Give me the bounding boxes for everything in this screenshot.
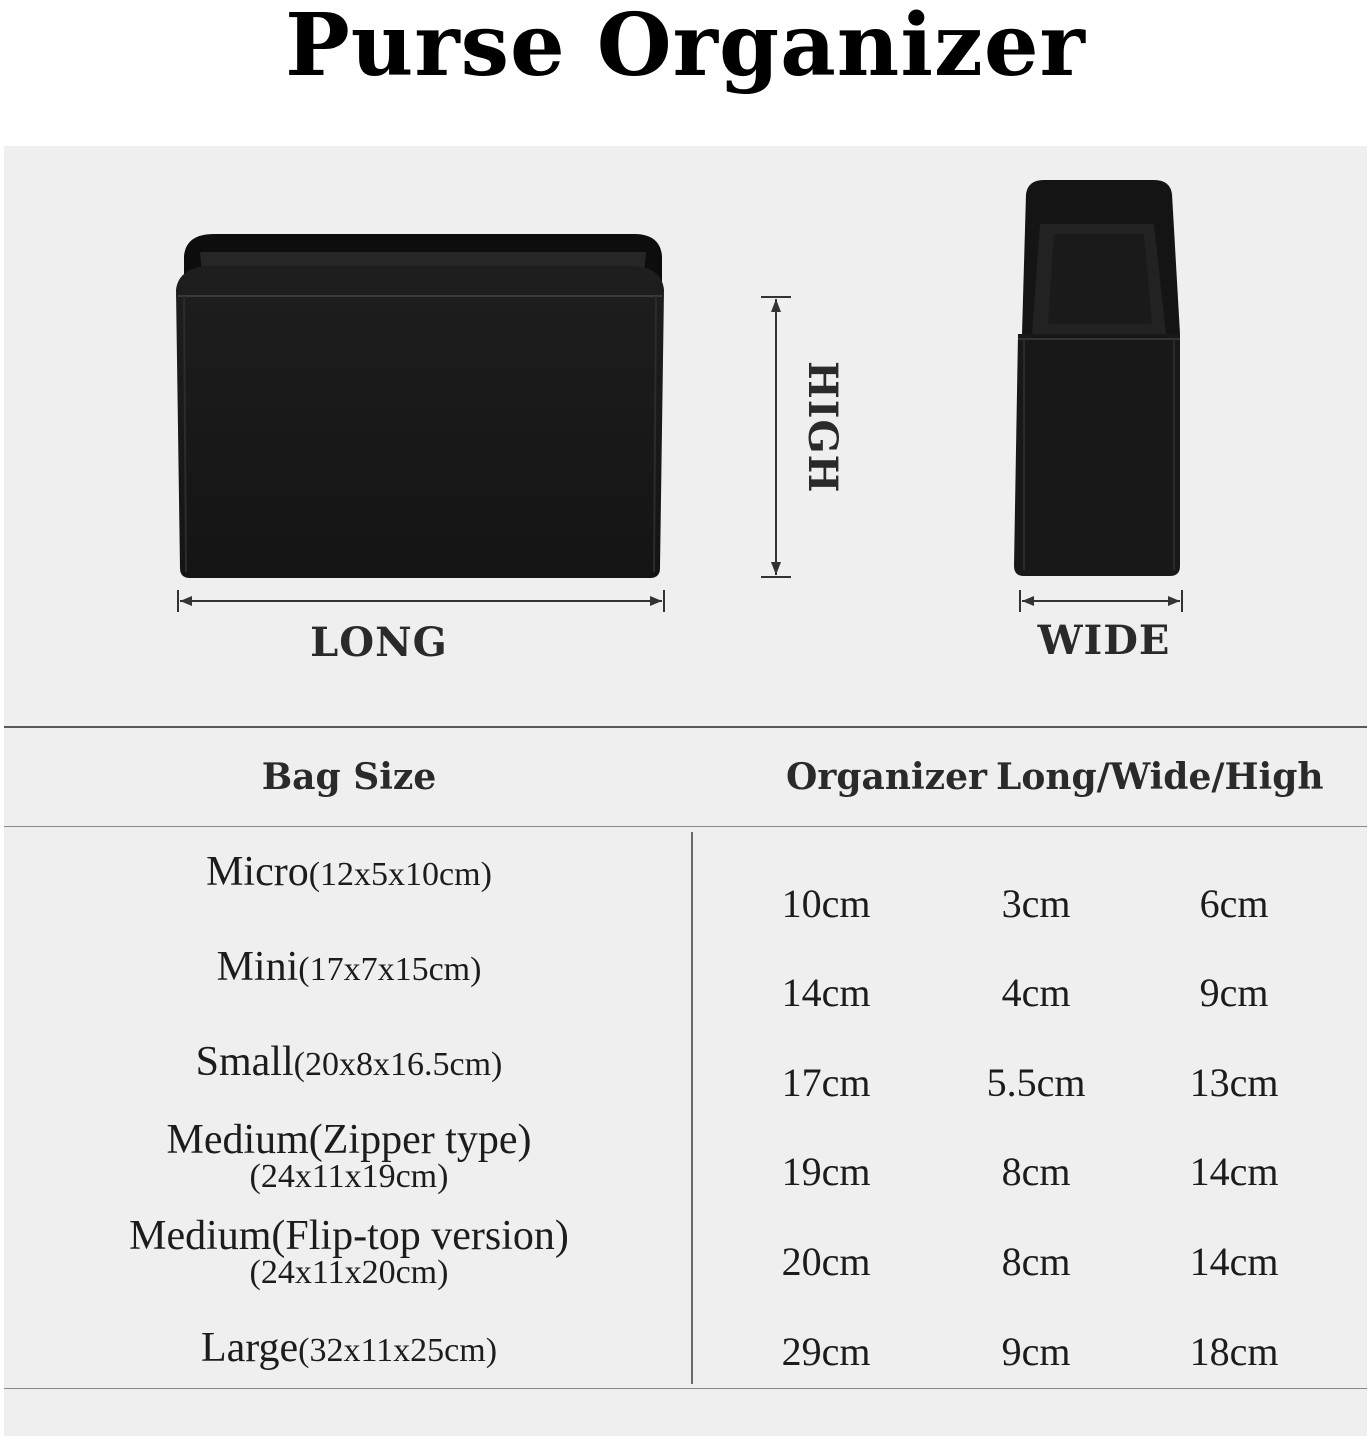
bag-size-dims: (24x11x20cm) <box>249 1254 449 1291</box>
bag-size-name: Micro <box>206 849 309 895</box>
bag-size-row <box>4 1038 694 1086</box>
bag-size-row <box>4 943 694 991</box>
organizer-wide: 8cm <box>1001 1239 1071 1284</box>
organizer-long: 19cm <box>781 1149 871 1194</box>
organizer-side-illustration <box>1004 174 1194 584</box>
bag-size-name: Medium(Zipper type) <box>166 1117 532 1163</box>
header-long-wide-high: Long/Wide/High <box>996 756 1324 798</box>
organizer-long: 14cm <box>781 970 871 1015</box>
bag-size-name: Mini <box>216 944 299 990</box>
bag-size-row <box>4 1212 694 1292</box>
long-dimension-arrow <box>174 586 674 616</box>
bag-size-name: Small <box>195 1039 294 1085</box>
bag-size-row <box>4 1116 694 1196</box>
divider-top <box>4 726 1367 728</box>
organizer-wide: 9cm <box>1001 1329 1071 1374</box>
organizer-long: 29cm <box>781 1329 871 1374</box>
organizer-wide: 8cm <box>1001 1149 1071 1194</box>
bag-size-row <box>4 1324 694 1372</box>
product-panel <box>4 146 1367 1436</box>
organizer-wide: 4cm <box>1001 970 1071 1015</box>
organizer-long: 17cm <box>781 1060 871 1105</box>
organizer-long: 10cm <box>781 881 871 926</box>
header-organizer: Organizer <box>786 756 987 798</box>
bag-size-name: Medium(Flip-top version) <box>129 1213 569 1259</box>
organizer-high: 13cm <box>1189 1060 1279 1105</box>
organizer-wide: 5.5cm <box>986 1060 1086 1105</box>
organizer-long: 20cm <box>781 1239 871 1284</box>
bag-size-dims: (24x11x19cm) <box>249 1158 449 1195</box>
divider-header <box>4 826 1367 827</box>
divider-bottom <box>4 1388 1367 1389</box>
bag-size-dims: (20x8x16.5cm) <box>293 1046 503 1083</box>
organizer-high: 18cm <box>1189 1329 1279 1374</box>
bag-size-name: Large <box>200 1325 299 1371</box>
bag-size-dims: (32x11x25cm) <box>298 1332 498 1369</box>
organizer-high: 9cm <box>1199 970 1269 1015</box>
high-label: HIGH <box>799 361 846 494</box>
organizer-high: 14cm <box>1189 1239 1279 1284</box>
organizer-wide: 3cm <box>1001 881 1071 926</box>
long-label: LONG <box>310 619 448 666</box>
wide-dimension-arrow <box>1016 586 1186 616</box>
bag-size-dims: (12x5x10cm) <box>308 856 492 893</box>
organizer-high: 14cm <box>1189 1149 1279 1194</box>
wide-label: WIDE <box>1037 617 1171 664</box>
header-bag-size: Bag Size <box>261 756 437 798</box>
high-dimension-arrow <box>759 294 793 580</box>
organizer-high: 6cm <box>1199 881 1269 926</box>
divider-vertical <box>691 832 693 1384</box>
bag-size-row <box>4 848 694 896</box>
bag-size-dims: (17x7x15cm) <box>298 951 482 988</box>
page-title: Purse Organizer <box>285 0 1086 96</box>
